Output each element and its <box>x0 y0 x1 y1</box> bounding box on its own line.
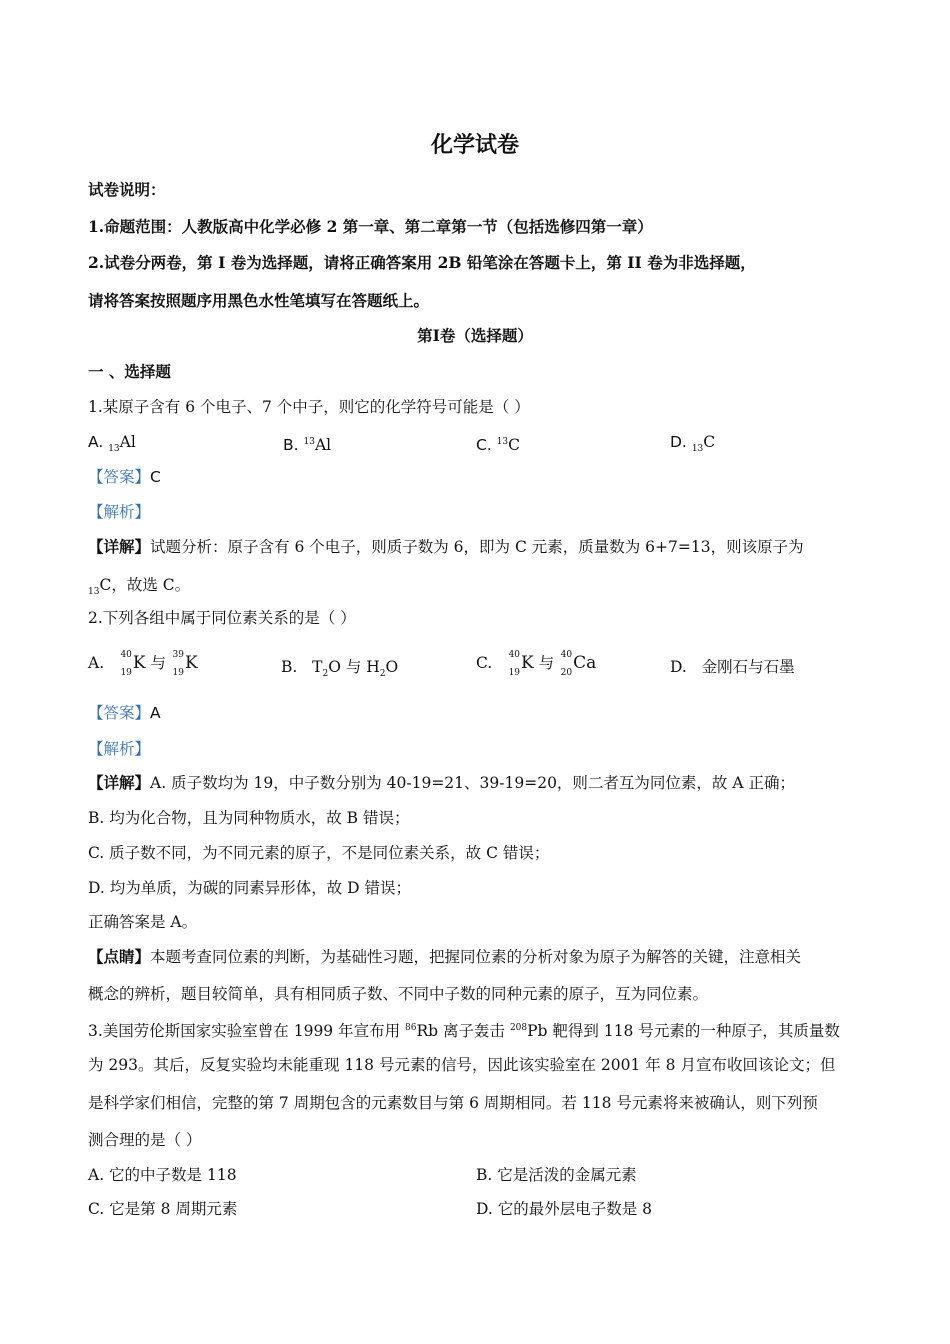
q2-stem: 2.下列各组中属于同位素关系的是（ ） <box>88 609 356 627</box>
q2-detail-d: D. 均为单质，为碳的同素异形体，故 D 错误； <box>88 879 412 897</box>
q1-detail-1: 【详解】试题分析：原子含有 6 个电子，则质子数为 6，即为 C 元素，质量数为 6+7=13，则该原子为 <box>88 537 804 556</box>
q2-note-2: 概念的辨析，题目较简单，具有相同质子数、不同中子数的同种元素的原子，互为同位素。 <box>88 985 709 1003</box>
q2-note-1: 【点睛】本题考查同位素的判断，为基础性习题，把握同位素的分析对象为原子为解答的关键，注意相关 <box>88 947 802 966</box>
q2-detail-a: 【详解】A. 质子数均为 19，中子数分别为 40-19=21、39-19=20，则二者互为同位素，故 A 正确； <box>88 773 795 792</box>
page-title: 化学试卷 <box>430 133 519 158</box>
part-heading: 一 、选择题 <box>88 362 171 381</box>
intro-line-1: 1.命题范围：人教版高中化学必修 2 第一章、第二章第一节（包括选修四第一章） <box>88 217 653 236</box>
q2-option-b: B. $T_2O$ 与 $H_2O$ <box>281 658 399 680</box>
q2-conclusion: 正确答案是 A。 <box>88 913 198 931</box>
q2-answer: 【答案】A <box>88 704 161 722</box>
q2-detail-b: B. 均为化合物，且为同种物质水，故 B 错误； <box>88 809 410 827</box>
q2-option-c: C. 40 19 K 与 40 20 Ca <box>476 650 597 678</box>
q3-stem-1: 3.美国劳伦斯国家实验室曾在 1999 年宣布用 $^{86}$Rb 离子轰击 $^{208}$Pb 靶得到 118 号元素的一种原子，其质量数 <box>88 1022 840 1041</box>
q2-analysis-tag: 【解析】 <box>88 740 151 758</box>
q3-option-a: A. 它的中子数是 118 <box>88 1166 237 1184</box>
q1-option-c: C. $^{13}$C <box>476 436 521 455</box>
q1-option-b: B. $^{13}$Al <box>283 436 332 455</box>
q2-detail-c: C. 质子数不同，为不同元素的原子，不是同位素关系，故 C 错误； <box>88 844 550 862</box>
q2-option-d: D. 金刚石与石墨 <box>670 658 795 676</box>
q1-analysis-tag: 【解析】 <box>88 503 151 521</box>
q3-stem-4: 测合理的是（ ） <box>88 1131 202 1149</box>
q1-stem: 1.某原子含有 6 个电子、7 个中子，则它的化学符号可能是（ ） <box>88 398 530 416</box>
q2-option-a: A. 40 19 K 与 39 19 K <box>88 650 198 678</box>
q3-stem-2: 为 293。其后，反复实验均未能重现 118 号元素的信号，因此该实验室在 2001 年 8 月宣布收回该论文；但 <box>88 1056 836 1074</box>
intro-heading: 试卷说明： <box>88 180 166 199</box>
q1-answer: 【答案】C <box>88 468 161 486</box>
section-title: 第Ⅰ卷（选择题） <box>417 326 533 345</box>
intro-line-2b: 请将答案按照题序用黑色水性笔填写在答题纸上。 <box>88 291 430 310</box>
q1-option-d: D. $_{13}$C <box>670 433 716 455</box>
q3-option-d: D. 它的最外层电子数是 8 <box>476 1200 653 1218</box>
q3-option-c: C. 它是第 8 周期元素 <box>88 1200 238 1218</box>
q3-stem-3: 是科学家们相信，完整的第 7 周期包含的元素数目与第 6 周期相同。若 118 号元素将来被确认，则下列预 <box>88 1094 818 1112</box>
q1-detail-2: $_{13}$C，故选 C。 <box>88 576 191 598</box>
q3-option-b: B. 它是活泼的金属元素 <box>476 1166 637 1184</box>
q1-option-a: A. $_{13}$Al <box>88 433 136 455</box>
intro-line-2a: 2.试卷分两卷，第 I 卷为选择题，请将正确答案用 2B 铅笔涂在答题卡上，第 II 卷为非选择题， <box>88 253 756 272</box>
